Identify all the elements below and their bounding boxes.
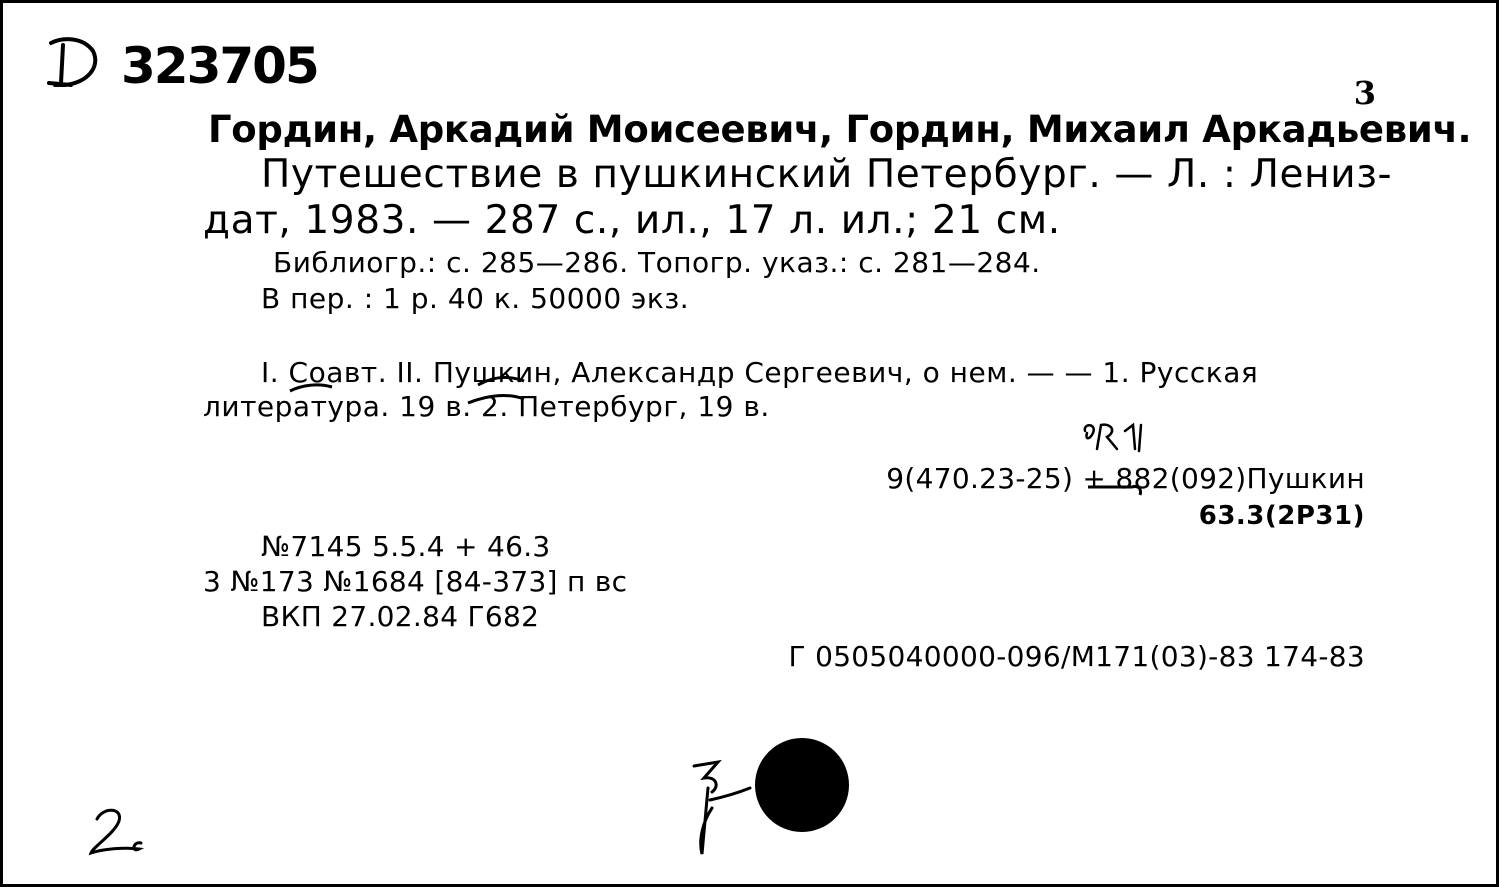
subject-tracing-line-1: I. Соавт. II. Пушкин, Александр Сергеевич, о нем. — — 1. Русская <box>261 356 1259 389</box>
title-line-1: Путешествие в пушкинский Петербург. — Л. : Лениз- <box>261 152 1393 197</box>
handwritten-mark-7 <box>688 758 758 858</box>
price-note: В пер. : 1 р. 40 к. 50000 экз. <box>261 282 690 315</box>
inventory-code: 323705 <box>121 37 318 95</box>
handwritten-shelf-mark <box>1081 421 1161 457</box>
handwritten-strikethrough <box>1086 473 1146 497</box>
number-line-1: №7145 5.5.4 + 46.3 <box>261 530 551 563</box>
handwritten-underline-marks <box>288 363 548 413</box>
bibliography-note: Библиогр.: с. 285—286. Топогр. указ.: с. 281—284. <box>273 246 1041 279</box>
publisher-index-line: Г 0505040000-096/М171(03)-83 174-83 <box>788 640 1365 673</box>
subject-tracing-line-2: литература. 19 в. 2. Петербург, 19 в. <box>203 390 770 423</box>
number-line-2: 3 №173 №1684 [84-373] п вс <box>203 565 628 598</box>
handwritten-digit-2 <box>83 803 153 863</box>
title-line-2: дат, 1983. — 287 с., ил., 17 л. ил.; 21 см. <box>203 198 1061 243</box>
classification-line-1: 9(470.23-25) + 882(092)Пушкин <box>886 462 1365 495</box>
handwritten-letter-d <box>43 33 103 93</box>
classification-line-2: 63.3(2Р31) <box>1198 501 1365 531</box>
number-line-3: ВКП 27.02.84 Г682 <box>261 600 540 633</box>
card-authors: Гордин, Аркадий Моисеевич, Гордин, Михаил Аркадьевич. <box>208 108 1472 151</box>
corner-number: 3 <box>1353 74 1376 112</box>
ink-stamp-dot <box>755 738 849 832</box>
